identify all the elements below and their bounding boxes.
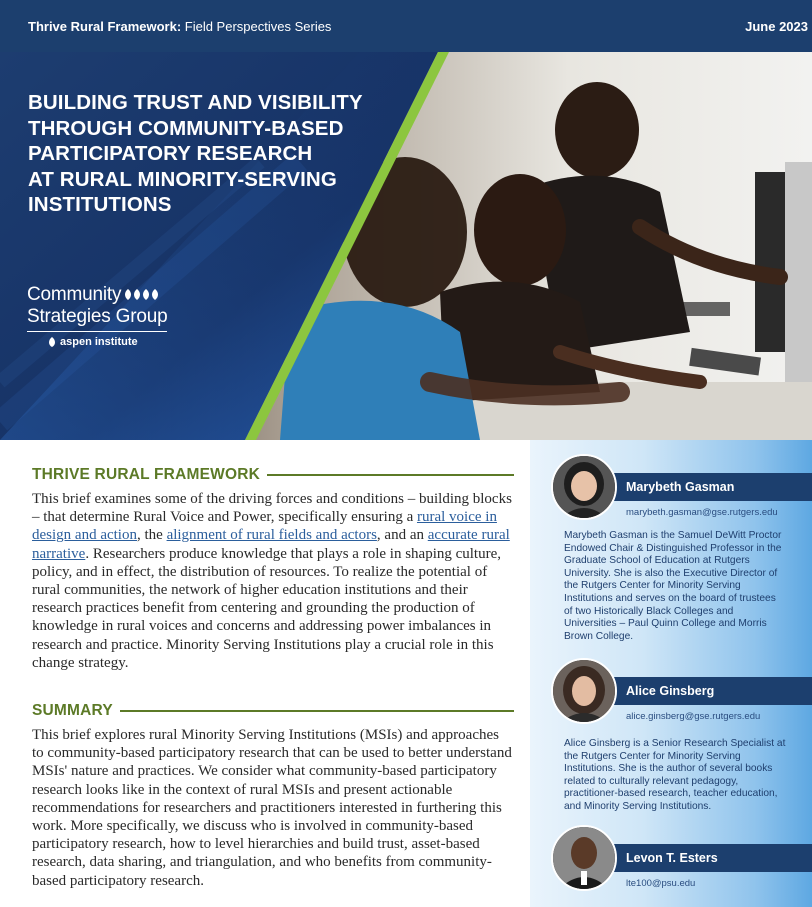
heading-rule xyxy=(267,474,514,476)
aspen-leaves-icon xyxy=(123,288,161,302)
header-bar xyxy=(0,0,812,52)
title-line: BUILDING TRUST AND VISIBILITY xyxy=(28,91,363,114)
publication-date: June 2023 xyxy=(745,18,808,34)
series-subtitle: Field Perspectives Series xyxy=(181,18,332,34)
framework-text: . Researchers produce knowledge that plays a role in shaping culture, policy, and in effect, the distribution of resources. To realize the potential of rural communities, the network of higher education institutions and their research practices benefit from centering and grounding the production of knowledge in rural voices and concerns and addressing power imbalances in research and practice. Minority Serving Institutions play a crucial role in this change strategy. xyxy=(32,545,502,671)
csg-logo xyxy=(27,284,167,348)
series-label xyxy=(28,19,331,34)
author-bio: Alice Ginsberg is a Senior Research Specialist at the Rutgers Center for Minority Serving Institutions. She is the author of several books related to culturally relevant pedagogy, practitioner-based research, teacher education, and Minority Serving Institutions. xyxy=(564,738,786,812)
framework-heading xyxy=(32,466,514,484)
title-line: THROUGH COMMUNITY-BASED xyxy=(28,116,344,140)
aspen-leaf-icon xyxy=(47,337,57,348)
author-photo xyxy=(553,456,615,518)
series-name: Thrive Rural Framework: xyxy=(28,18,182,34)
main-column xyxy=(32,440,514,890)
author-email[interactable]: lte100@psu.edu xyxy=(626,878,696,889)
avatar xyxy=(551,658,617,724)
hero-banner xyxy=(0,52,812,440)
author-photo xyxy=(553,827,615,889)
author-email[interactable]: marybeth.gasman@gse.rutgers.edu xyxy=(626,507,778,518)
framework-text: , the xyxy=(136,527,167,544)
logo-line-2: Strategies Group xyxy=(27,306,168,327)
title-line: PARTICIPATORY RESEARCH xyxy=(28,142,313,165)
author-name-bar xyxy=(590,677,812,705)
framework-text: This brief examines some of the driving forces and conditions – building blocks – that determine Rural Voice and Power, specifically ensuring a xyxy=(32,491,512,526)
framework-heading-text: THRIVE RURAL FRAMEWORK xyxy=(32,466,260,483)
author-name: Alice Ginsberg xyxy=(626,684,715,698)
author-name: Marybeth Gasman xyxy=(626,480,735,494)
link-rural-narrative[interactable]: accurate rural narrative xyxy=(32,527,510,562)
heading-rule xyxy=(120,710,514,712)
title-line: AT RURAL MINORITY-SERVING xyxy=(28,167,337,191)
author-name: Levon T. Esters xyxy=(626,851,718,865)
summary-paragraph: This brief explores rural Minority Serving Institutions (MSIs) and approaches to community-based participatory research that can be used to better understand MSIs' nature and practices. We consider what community-based participatory research looks like in the context of rural MSIs and present actionable recommendations for researchers and practitioners interested in furthering this work. More specifically, we discuss who is involved in community-based participatory research, how to level hierarchies and build trust, asset-based research, data sharing, and triangulation, and who benefits from community-based participatory research. xyxy=(32,727,512,889)
link-rural-voice[interactable]: rural voice in design and action xyxy=(32,509,497,544)
author-email[interactable]: alice.ginsberg@gse.rutgers.edu xyxy=(626,711,761,722)
author-photo xyxy=(553,660,615,722)
summary-heading xyxy=(32,702,514,720)
avatar xyxy=(551,454,617,520)
framework-paragraph xyxy=(32,490,514,672)
logo-divider xyxy=(27,331,167,332)
link-alignment[interactable]: alignment of rural fields and actors xyxy=(166,527,377,544)
avatar xyxy=(551,825,617,891)
title-line: INSTITUTIONS xyxy=(28,193,172,216)
aspen-institute-label: aspen institute xyxy=(60,336,138,348)
author-bio: Marybeth Gasman is the Samuel DeWitt Proctor Endowed Chair & Distinguished Professor in the Graduate School of Education at Rutgers University. She is also the Executive Director of the Rutgers Center for Minority Serving Institutions and serves on the board of trustees of two Historically Black Colleges and Universities – Paul Quinn College and Morris Brown College. xyxy=(564,530,782,642)
author-name-bar xyxy=(590,473,812,501)
summary-heading-text: SUMMARY xyxy=(32,702,113,720)
framework-text: , and an xyxy=(376,527,428,544)
author-name-bar xyxy=(590,844,812,872)
author-sidebar xyxy=(530,440,812,907)
document-title xyxy=(28,90,388,218)
logo-line-1: Community xyxy=(27,284,122,305)
